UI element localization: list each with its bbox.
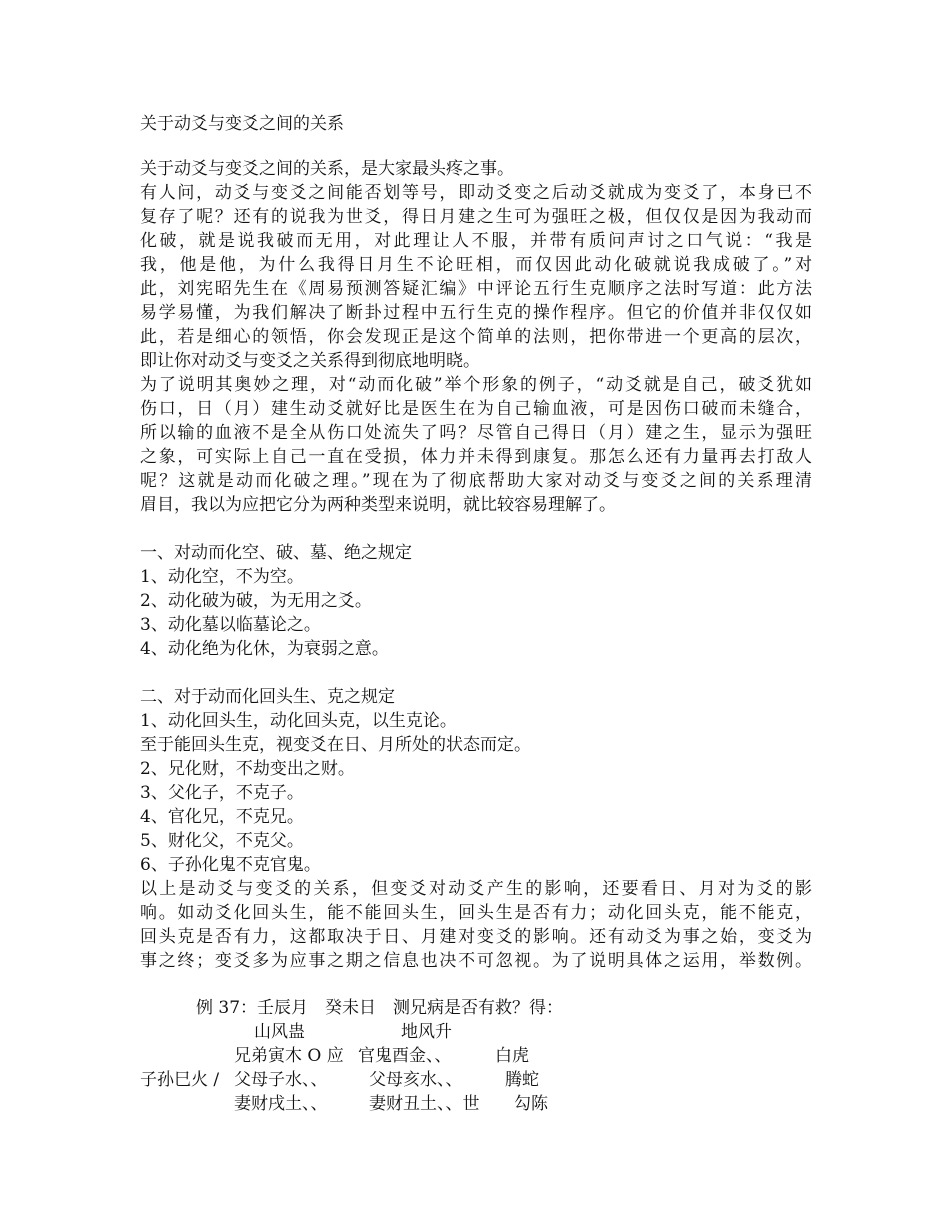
- intro-line: 此，若是细心的领悟，你会发现正是这个简单的法则，把你带进一个更高的层次，: [140, 327, 812, 347]
- gua-main-name: 山风蛊: [254, 1022, 305, 1042]
- yao-row-god: 勾陈: [514, 1094, 548, 1114]
- intro-line: 有人问，动爻与变爻之间能否划等号，即动爻变之后动爻就成为变爻了，本身已不: [140, 183, 812, 203]
- section2-item: 2、兄化财，不劫变出之财。: [140, 759, 355, 779]
- intro-line: 我，他是他，为什么我得日月生不论旺相，而仅因此动化破就说我成破了。”对: [140, 255, 812, 275]
- conclusion-line: 事之终；变爻多为应事之期之信息也决不可忽视。为了说明具体之运用，举数例。: [140, 951, 812, 971]
- section1-item: 3、动化墓以临墓论之。: [140, 615, 321, 635]
- example-header: 例 37：壬辰月 癸未日 测兄病是否有救？得：: [196, 998, 564, 1018]
- section2-item: 5、财化父，不克父。: [140, 831, 304, 851]
- yao-row-main: 兄弟寅木 O 应: [234, 1046, 344, 1066]
- intro-line: 此，刘宪昭先生在《周易预测答疑汇编》中评论五行生克顺序之法时写道：此方法: [140, 279, 812, 299]
- yao-row-main: 父母子水、、: [234, 1070, 328, 1090]
- intro-line: 为了说明其奥妙之理，对“动而化破”举个形象的例子，“动爻就是自己，破爻犹如: [140, 375, 812, 395]
- intro-line: 化破，就是说我破而无用，对此理让人不服，并带有质问声讨之口气说：“我是: [140, 231, 812, 251]
- intro-line: 即让你对动爻与变爻之关系得到彻底地明晓。: [140, 351, 480, 371]
- yao-row-main: 妻财戌土、、: [234, 1094, 328, 1114]
- yao-row-god: 白虎: [495, 1046, 529, 1066]
- yao-row-changed: 妻财丑土、、世: [369, 1094, 480, 1114]
- intro-line: 易学易懂，为我们解决了断卦过程中五行生克的操作程序。但它的价值并非仅仅如: [140, 303, 812, 323]
- intro-line: 所以输的血液不是全从伤口处流失了吗？尽管自己得日（月）建之生，显示为强旺: [140, 423, 812, 443]
- conclusion-line: 响。如动爻化回头生，能不能回头生，回头生是否有力；动化回头克，能不能克，: [140, 903, 812, 923]
- section2-heading: 二、对于动而化回头生、克之规定: [140, 687, 395, 707]
- section2-item: 1、动化回头生，动化回头克，以生克论。: [140, 711, 457, 731]
- section2-item: 4、官化兄，不克兄。: [140, 807, 304, 827]
- intro-line: 眉目，我以为应把它分为两种类型来说明，就比较容易理解了。: [140, 495, 616, 515]
- section1-item: 4、动化绝为化休，为衰弱之意。: [140, 639, 389, 659]
- yao-row-prefix: 子孙巳火 /: [140, 1070, 220, 1090]
- section1-item: 1、动化空，不为空。: [140, 567, 304, 587]
- yao-row-changed: 父母亥水、、: [369, 1070, 463, 1090]
- section2-item: 3、父化子，不克子。: [140, 783, 304, 803]
- conclusion-line: 以上是动爻与变爻的关系，但变爻对动爻产生的影响，还要看日、月对为爻的影: [140, 879, 812, 899]
- intro-line: 关于动爻与变爻之间的关系，是大家最头疼之事。: [140, 159, 514, 179]
- section2-item: 至于能回头生克，视变爻在日、月所处的状态而定。: [140, 735, 531, 755]
- section1-heading: 一、对动而化空、破、墓、绝之规定: [140, 543, 412, 563]
- yao-row-changed: 官鬼酉金、、: [358, 1046, 452, 1066]
- section1-item: 2、动化破为破，为无用之爻。: [140, 591, 372, 611]
- conclusion-line: 回头克是否有力，这都取决于日、月建对变爻的影响。还有动爻为事之始，变爻为: [140, 927, 812, 947]
- yao-row-god: 腾蛇: [505, 1070, 539, 1090]
- intro-line: 呢？这就是动而化破之理。”现在为了彻底帮助大家对动爻与变爻之间的关系理清: [140, 471, 812, 491]
- section2-item: 6、子孙化鬼不克官鬼。: [140, 855, 321, 875]
- document-title: 关于动爻与变爻之间的关系: [140, 114, 344, 134]
- intro-line: 复存了呢？还有的说我为世爻，得日月建之生可为强旺之极，但仅仅是因为我动而: [140, 207, 812, 227]
- gua-changed-name: 地风升: [401, 1022, 452, 1042]
- intro-line: 之象，可实际上自己一直在受损，体力并未得到康复。那怎么还有力量再去打敌人: [140, 447, 812, 467]
- intro-line: 伤口，日（月）建生动爻就好比是医生在为自己输血液，可是因伤口破而未缝合，: [140, 399, 812, 419]
